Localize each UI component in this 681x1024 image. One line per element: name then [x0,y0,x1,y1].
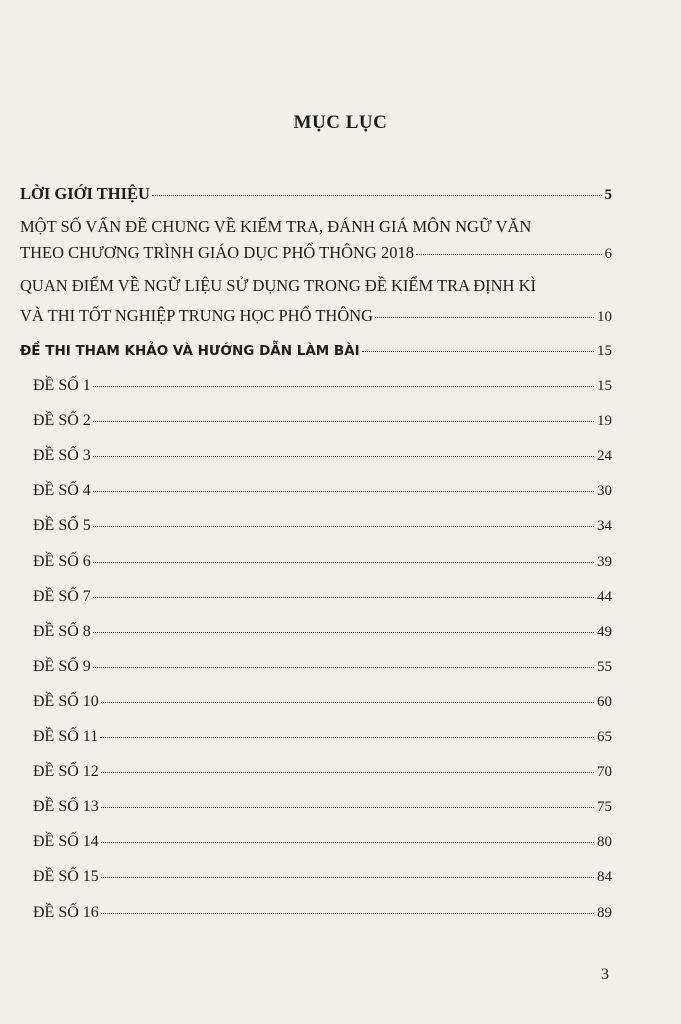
toc-entry-section-2 [20,276,612,327]
toc-entry-label: ĐỀ SỐ 2 [33,412,91,430]
dot-leader [152,195,602,196]
toc-entry-test [20,692,612,712]
toc-entry-page: 80 [597,834,612,851]
toc-entry-label: ĐỀ SỐ 9 [33,657,91,675]
toc-entry-test [20,762,612,782]
dot-leader [101,702,594,703]
toc-entry-test [20,481,612,501]
toc-entry-section-3 [20,341,612,361]
toc-entry-page: 55 [597,658,612,675]
dot-leader [93,667,594,668]
dot-leader [93,386,594,387]
toc-entry-label: ĐỀ THI THAM KHẢO VÀ HƯỚNG DẪN LÀM BÀI [20,343,360,359]
toc-entry-test [20,832,612,852]
toc-entry-test [20,516,612,536]
toc-entry-label: ĐỀ SỐ 6 [33,552,91,570]
dot-leader [416,254,602,255]
toc-entry-page: 5 [604,187,612,203]
page-number: 3 [601,966,609,983]
toc-entry-label: ĐỀ SỐ 12 [33,763,99,781]
toc-entry-label: LỜI GIỚI THIỆU [20,184,150,203]
toc-entry-test [20,657,612,677]
toc-entry-label: ĐỀ SỐ 13 [33,798,99,816]
toc-entry-test [20,376,612,396]
toc-entry-page: 10 [597,309,612,325]
dot-leader [101,842,594,843]
toc-entry-section-1 [20,217,612,264]
toc-entry-label: ĐỀ SỐ 5 [33,517,91,535]
dot-leader [101,807,594,808]
toc-entry-label: ĐỀ SỐ 10 [33,692,99,710]
toc-entry-label: ĐỀ SỐ 16 [33,903,99,921]
dot-leader [93,491,594,492]
toc-entry-page: 70 [597,764,612,781]
toc-entry-intro [20,184,612,205]
toc-entry-label: ĐỀ SỐ 3 [33,447,91,465]
toc-entry-test [20,727,612,747]
toc-entry-page: 49 [597,623,612,640]
dot-leader [101,913,594,914]
toc-entry-label: ĐỀ SỐ 4 [33,482,91,500]
toc-entry-test [20,446,612,466]
toc-entry-test [20,867,612,887]
toc-entry-page: 89 [597,904,612,921]
toc-entry-page: 6 [604,246,612,262]
toc-entry-page: 75 [597,799,612,816]
toc-entry-page: 84 [597,869,612,886]
toc-entry-page: 65 [597,729,612,746]
toc-entry-label-line-1: MỘT SỐ VẤN ĐỀ CHUNG VỀ KIỂM TRA, ĐÁNH GIÁ MÔN NGỮ VĂN [20,217,532,236]
toc-entry-page: 19 [597,413,612,430]
dot-leader [93,421,594,422]
toc-entry-test [20,622,612,642]
toc-entry-label: ĐỀ SỐ 7 [33,587,91,605]
toc-entry-test [20,903,612,923]
dot-leader [101,877,594,878]
dot-leader [93,597,594,598]
dot-leader [93,632,594,633]
toc-entry-test [20,411,612,431]
toc-entry-label-line-2: VÀ THI TỐT NGHIỆP TRUNG HỌC PHỔ THÔNG [20,306,374,325]
dot-leader [93,562,594,563]
toc-entry-test [20,552,612,572]
dot-leader [375,317,594,318]
toc-entry-page: 15 [597,343,612,359]
dot-leader [101,772,594,773]
toc-entry-page: 24 [597,448,612,465]
toc-entry-page: 44 [597,588,612,605]
toc-entry-label-line-2: THEO CHƯƠNG TRÌNH GIÁO DỤC PHỔ THÔNG 2018 [20,243,414,262]
toc-entry-page: 60 [597,693,612,710]
toc-entry-page: 34 [597,518,612,535]
toc-entry-label: ĐỀ SỐ 15 [33,868,99,886]
toc-entry-label: ĐỀ SỐ 8 [33,622,91,640]
dot-leader [93,526,594,527]
toc-entry-page: 15 [597,378,612,395]
dot-leader [93,456,594,457]
toc-entry-page: 30 [597,483,612,500]
toc-entry-test [20,797,612,817]
table-of-contents [20,184,612,923]
page-title: MỤC LỤC [293,112,388,133]
toc-entry-label: ĐỀ SỐ 11 [33,728,99,746]
test-list [20,376,612,922]
toc-entry-page: 39 [597,553,612,570]
dot-leader [362,351,594,352]
toc-entry-label-line-1: QUAN ĐIỂM VỀ NGỮ LIỆU SỬ DỤNG TRONG ĐỀ KIỂM TRA ĐỊNH KÌ [20,276,536,295]
toc-entry-label: ĐỀ SỐ 14 [33,833,99,851]
toc-entry-test [20,587,612,607]
toc-entry-label: ĐỀ SỐ 1 [33,377,91,395]
dot-leader [100,737,594,738]
